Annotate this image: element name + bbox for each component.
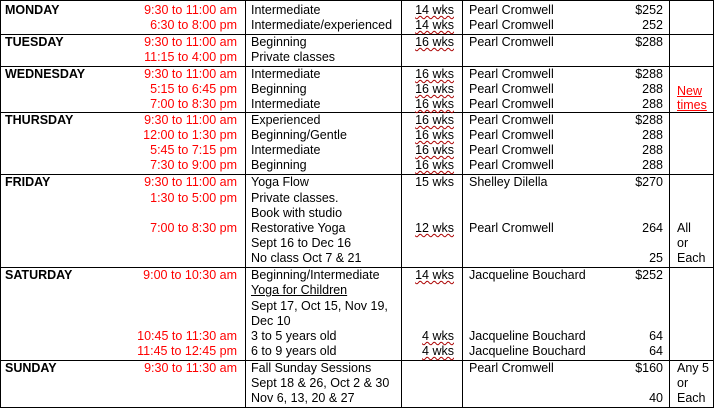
class-weeks: 16 wks xyxy=(415,143,454,157)
teacher-name: Shelley Dilella xyxy=(469,175,548,189)
class-weeks: 16 wks xyxy=(415,128,454,142)
class-price: $252 xyxy=(635,268,663,282)
class-price: 252 xyxy=(642,18,663,32)
class-weeks: 16 wks xyxy=(415,113,454,127)
class-time: 9:00 to 10:30 am xyxy=(143,268,237,282)
class-time: 9:30 to 11:00 am xyxy=(144,175,237,189)
class-note: Dec 10 xyxy=(251,314,291,328)
class-price: $288 xyxy=(635,67,663,81)
class-weeks: 16 wks xyxy=(415,82,454,96)
class-price: 264 xyxy=(642,221,663,235)
day-label-sunday: SUNDAY xyxy=(5,361,57,375)
pricing-note: Each xyxy=(677,251,706,265)
class-name: Intermediate xyxy=(251,97,321,111)
class-name: Beginning xyxy=(251,82,307,96)
class-time: 5:45 to 7:15 pm xyxy=(150,143,237,157)
pricing-note: Any 5 xyxy=(677,361,709,375)
teacher-name: Pearl Cromwell xyxy=(469,67,554,81)
class-weeks: 12 wks xyxy=(415,221,454,235)
teacher-name: Pearl Cromwell xyxy=(469,128,554,142)
class-note: Sept 16 to Dec 16 xyxy=(251,236,352,250)
column-divider xyxy=(401,1,402,408)
pricing-note: Each xyxy=(677,391,706,405)
class-time: 11:15 to 4:00 pm xyxy=(144,50,237,64)
class-time: 9:30 to 11:30 am xyxy=(144,361,237,375)
class-price: $160 xyxy=(635,361,663,375)
class-price: 288 xyxy=(642,158,663,172)
class-price: 64 xyxy=(649,329,663,343)
class-weeks: 16 wks xyxy=(415,35,454,49)
class-time: 9:30 to 11:00 am xyxy=(144,3,237,17)
class-name: Beginning/Intermediate xyxy=(251,268,380,282)
pricing-note: or xyxy=(677,236,689,250)
class-time: 9:30 to 11:00 am xyxy=(144,35,237,49)
class-name: Intermediate xyxy=(251,67,321,81)
class-note: No class Oct 7 & 21 xyxy=(251,251,362,265)
teacher-name: Pearl Cromwell xyxy=(469,221,554,235)
day-label-thursday: THURSDAY xyxy=(5,113,74,127)
class-price: $288 xyxy=(635,113,663,127)
class-weeks: 4 wks xyxy=(422,344,454,358)
teacher-name: Pearl Cromwell xyxy=(469,361,554,375)
class-time: 5:15 to 6:45 pm xyxy=(150,82,237,96)
teacher-name: Pearl Cromwell xyxy=(469,97,554,111)
class-time: 11:45 to 12:45 pm xyxy=(137,344,237,358)
class-name: Beginning/Gentle xyxy=(251,128,347,142)
class-price: $252 xyxy=(635,3,663,17)
day-label-friday: FRIDAY xyxy=(5,175,51,189)
class-name: Private classes xyxy=(251,50,336,64)
class-name: Yoga Flow xyxy=(251,175,309,189)
class-name: 6 to 9 years old xyxy=(251,344,337,358)
class-weeks: 16 wks xyxy=(415,97,454,111)
day-label-monday: MONDAY xyxy=(5,3,60,17)
class-note: Book with studio xyxy=(251,206,343,220)
class-weeks: 15 wks xyxy=(415,175,454,189)
pricing-note: or xyxy=(677,376,689,390)
class-name: Intermediate/experienced xyxy=(251,18,393,32)
class-name-children: Yoga for Children xyxy=(251,283,348,297)
class-price: 64 xyxy=(649,344,663,358)
new-times-link[interactable]: times xyxy=(677,98,707,112)
class-price: 288 xyxy=(642,82,663,96)
teacher-name: Pearl Cromwell xyxy=(469,158,554,172)
class-price: 288 xyxy=(642,97,663,111)
teacher-name: Pearl Cromwell xyxy=(469,35,554,49)
teacher-name: Pearl Cromwell xyxy=(469,113,554,127)
class-note: Nov 6, 13, 20 & 27 xyxy=(251,391,355,405)
teacher-name: Jacqueline Bouchard xyxy=(469,329,586,343)
teacher-name: Pearl Cromwell xyxy=(469,82,554,96)
teacher-name: Jacqueline Bouchard xyxy=(469,344,586,358)
class-price: $288 xyxy=(635,35,663,49)
class-name: Fall Sunday Sessions xyxy=(251,361,372,375)
class-price: $270 xyxy=(635,175,663,189)
class-weeks: 16 wks xyxy=(415,67,454,81)
column-divider xyxy=(245,1,246,408)
class-time: 10:45 to 11:30 am xyxy=(137,329,237,343)
class-weeks: 14 wks xyxy=(415,3,454,17)
class-note: Sept 18 & 26, Oct 2 & 30 xyxy=(251,376,390,390)
class-time: 9:30 to 11:00 am xyxy=(144,67,237,81)
class-name: Beginning xyxy=(251,158,307,172)
class-name: Experienced xyxy=(251,113,321,127)
teacher-name: Jacqueline Bouchard xyxy=(469,268,586,282)
pricing-note: All xyxy=(677,221,691,235)
class-time: 7:30 to 9:00 pm xyxy=(150,158,237,172)
class-name: Intermediate xyxy=(251,3,321,17)
class-price: 288 xyxy=(642,128,663,142)
class-note: Sept 17, Oct 15, Nov 19, xyxy=(251,299,388,313)
class-weeks: 16 wks xyxy=(415,158,454,172)
class-name: Beginning xyxy=(251,35,307,49)
day-label-wednesday: WEDNESDAY xyxy=(5,67,86,81)
day-label-saturday: SATURDAY xyxy=(5,268,73,282)
class-name: Restorative Yoga xyxy=(251,221,346,235)
class-name: Intermediate xyxy=(251,143,321,157)
day-label-tuesday: TUESDAY xyxy=(5,35,64,49)
class-time: 7:00 to 8:30 pm xyxy=(150,97,237,111)
class-time: 7:00 to 8:30 pm xyxy=(150,221,237,235)
class-time: 12:00 to 1:30 pm xyxy=(143,128,237,142)
class-name: Private classes. xyxy=(251,191,339,205)
new-times-link[interactable]: New xyxy=(677,84,703,98)
teacher-name: Pearl Cromwell xyxy=(469,3,554,17)
class-weeks: 4 wks xyxy=(422,329,454,343)
column-divider xyxy=(669,1,670,408)
class-name: 3 to 5 years old xyxy=(251,329,337,343)
class-time: 1:30 to 5:00 pm xyxy=(150,191,237,205)
class-weeks: 14 wks xyxy=(415,18,454,32)
class-price: 25 xyxy=(649,251,663,265)
class-weeks: 14 wks xyxy=(415,268,454,282)
class-price: 40 xyxy=(649,391,663,405)
class-price: 288 xyxy=(642,143,663,157)
class-time: 6:30 to 8:00 pm xyxy=(150,18,237,32)
class-time: 9:30 to 11:00 am xyxy=(144,113,237,127)
teacher-name: Pearl Cromwell xyxy=(469,143,554,157)
teacher-name: Pearl Cromwell xyxy=(469,18,554,32)
column-divider xyxy=(462,1,463,408)
